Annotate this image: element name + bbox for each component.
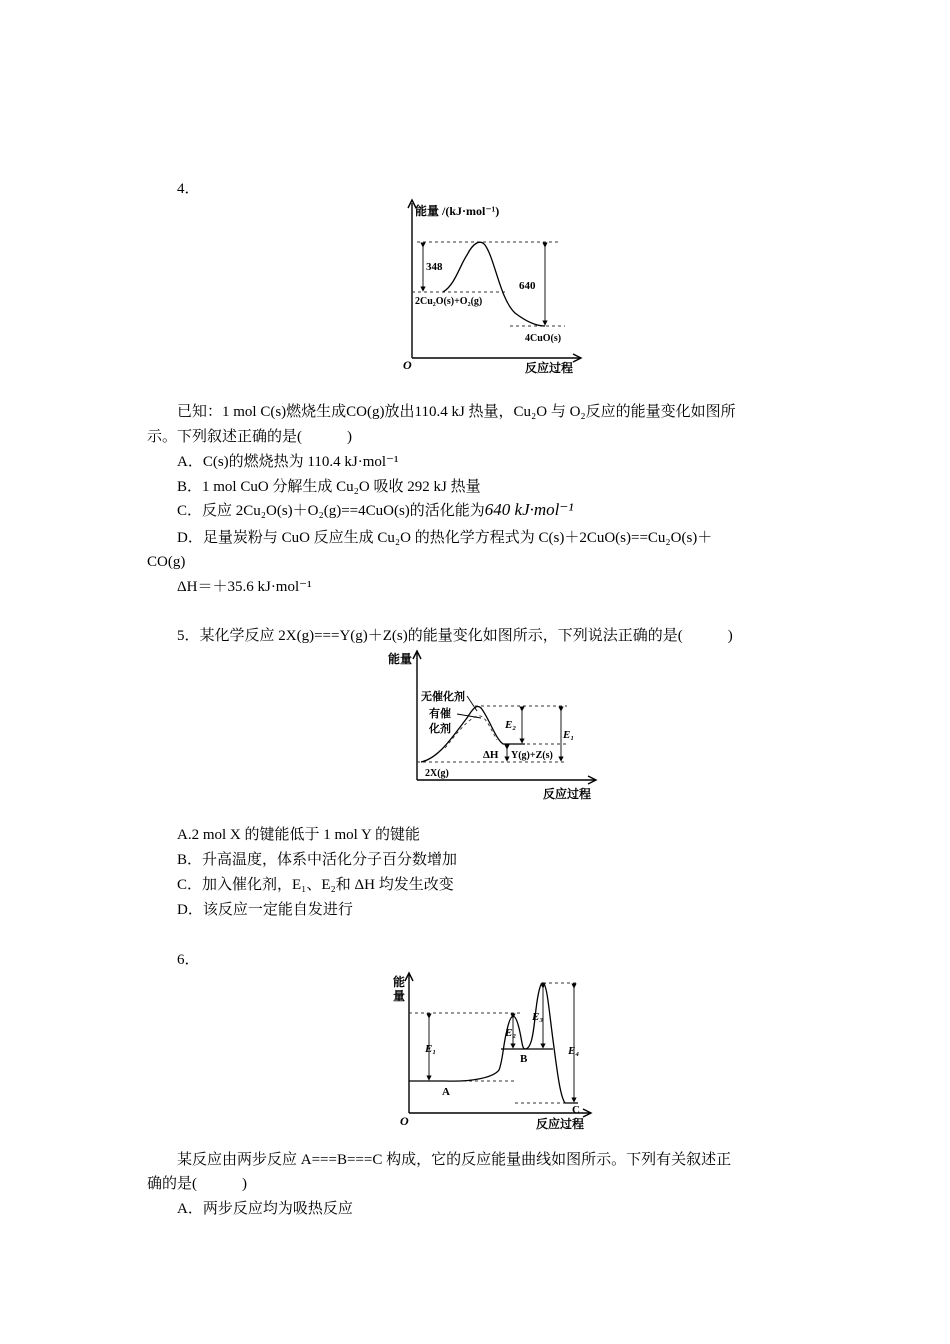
- q5-energy-diagram: [385, 648, 605, 808]
- q5-x-label: 反应过程: [543, 787, 592, 801]
- q6-y-label1: 能: [393, 975, 406, 989]
- q5-e1-label: E₁: [563, 729, 575, 741]
- q4-option-d-line3: ΔH＝＋35.6 kJ·mol⁻¹: [177, 579, 312, 595]
- q4-option-a: A．C(s)的燃烧热为 110.4 kJ·mol⁻¹: [177, 454, 399, 470]
- q6-b-label: B: [520, 1053, 528, 1065]
- q4-origin: O: [403, 358, 412, 372]
- q4-product-label: 4CuO(s): [525, 333, 562, 344]
- q6-x-label: 反应过程: [536, 1117, 585, 1131]
- question-6-number: 6．: [177, 952, 200, 968]
- q4-option-d-line2: CO(g): [147, 554, 186, 570]
- q6-a-label: A: [442, 1086, 450, 1098]
- q6-e3-label: E₃: [532, 1011, 544, 1023]
- question-4-number: 4．: [177, 181, 200, 197]
- q6-stem-line1: 某反应由两步反应 A===B===C 构成，它的反应能量曲线如图所示。下列有关叙述正: [177, 1152, 732, 1168]
- q5-option-b: B．升高温度，体系中活化分子百分数增加: [177, 852, 458, 868]
- q5-y-label: 能量: [388, 652, 413, 666]
- q4-x-label: 反应过程: [525, 361, 574, 375]
- q4-option-b: B．1 mol CuO 分解生成 Cu₂O 吸收 292 kJ 热量: [177, 479, 481, 495]
- q5-stem: 5．某化学反应 2X(g)===Y(g)＋Z(s)的能量变化如图所示，下列说法正确的是( ): [177, 628, 733, 644]
- q5-catalyst-label2: 化剂: [429, 723, 451, 735]
- q6-e2-label: E₂: [505, 1027, 517, 1039]
- q4-option-c: [177, 501, 573, 520]
- q5-catalyst-label1: 有催: [429, 708, 451, 720]
- q5-option-a: A.2 mol X 的键能低于 1 mol Y 的键能: [177, 827, 421, 843]
- q6-energy-diagram: [385, 970, 600, 1135]
- q6-c-label: C: [572, 1104, 580, 1116]
- q5-e2-label: E₂: [505, 719, 517, 731]
- q4-option-c-text: C．反应 2Cu₂O(s)＋O₂(g)==4CuO(s)的活化能为: [177, 503, 485, 519]
- q4-ea-label: 348: [426, 261, 443, 273]
- q4-option-c-value: 640 kJ·mol⁻¹: [484, 500, 574, 519]
- q4-total-label: 640: [519, 280, 536, 292]
- q5-product-label: Y(g)+Z(s): [511, 750, 553, 761]
- q6-e4-label: E₄: [568, 1045, 580, 1057]
- q6-origin: O: [400, 1114, 409, 1128]
- q6-y-label2: 量: [393, 989, 406, 1003]
- q6-option-a: A．两步反应均为吸热反应: [177, 1201, 353, 1217]
- q5-pointer-line: [467, 696, 477, 711]
- q4-option-d-line1: D．足量炭粉与 CuO 反应生成 Cu₂O 的热化学方程式为 C(s)＋2CuO(s)==Cu₂O(s)＋: [177, 530, 713, 546]
- q4-stem-line1: 已知：1 mol C(s)燃烧生成CO(g)放出110.4 kJ 热量，Cu₂O 与 O₂反应的能量变化如图所: [177, 404, 736, 420]
- q5-dh-label: ΔH: [483, 749, 499, 761]
- q4-reactant-label: 2Cu₂O(s)+O₂(g): [415, 296, 483, 307]
- q5-reactant-label: 2X(g): [425, 768, 449, 779]
- q6-stem-line2: 确的是( ): [147, 1176, 247, 1192]
- q5-option-d: D．该反应一定能自发进行: [177, 902, 353, 918]
- q6-energy-curve: [445, 983, 578, 1103]
- q4-y-label: 能量 /(kJ·mol⁻¹): [415, 204, 500, 218]
- q4-energy-diagram: [395, 195, 595, 380]
- q5-option-c: C．加入催化剂，E₁、E₂和 ΔH 均发生改变: [177, 877, 454, 893]
- q6-e1-label: E₁: [425, 1043, 437, 1055]
- q4-stem-line2: 示。下列叙述正确的是( ): [147, 429, 352, 445]
- q5-no-catalyst-label: 无催化剂: [421, 691, 465, 703]
